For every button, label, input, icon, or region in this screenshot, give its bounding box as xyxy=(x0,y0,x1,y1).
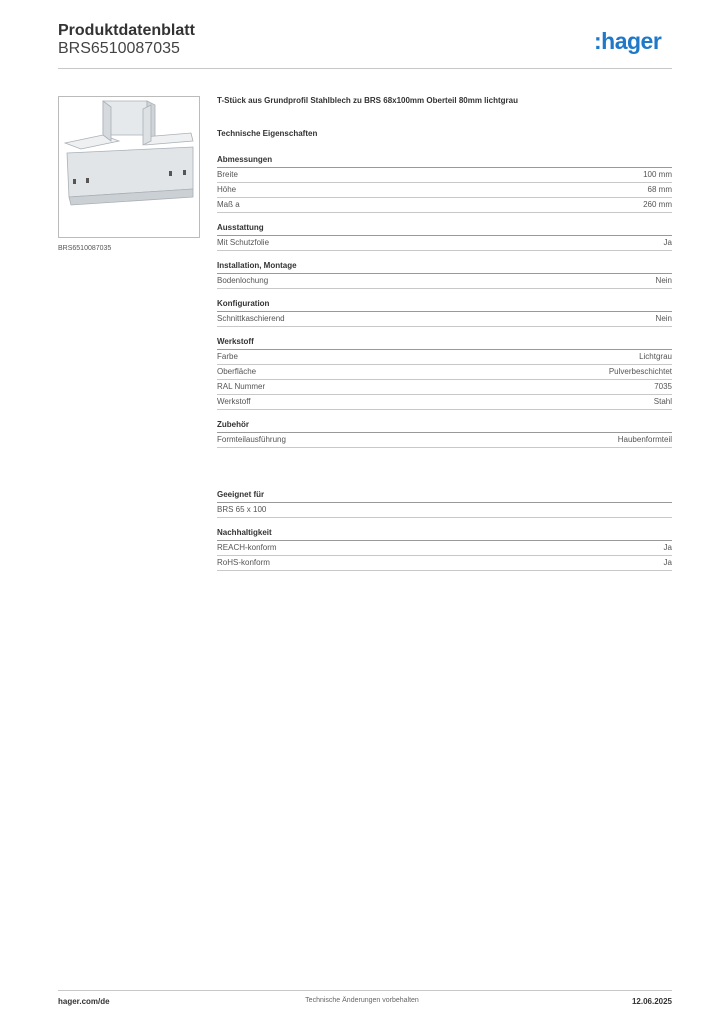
row-value: Ja xyxy=(663,558,672,567)
footer-note: Technische Änderungen vorbehalten xyxy=(305,997,419,1004)
footer-divider xyxy=(58,990,672,991)
section-sustainability xyxy=(217,528,672,571)
section-abmessungen xyxy=(217,155,672,213)
table-row xyxy=(217,395,672,410)
row-label: REACH-konform xyxy=(217,543,277,552)
table-row xyxy=(217,183,672,198)
main-content xyxy=(217,96,672,581)
section-installation-montage xyxy=(217,261,672,289)
tech-properties-heading: Technische Eigenschaften xyxy=(217,129,318,138)
row-value: Nein xyxy=(655,276,672,285)
table-row xyxy=(217,380,672,395)
table-row xyxy=(217,274,672,289)
product-description: T-Stück aus Grundprofil Stahlblech zu BRS 68x100mm Oberteil 80mm lichtgrau xyxy=(217,96,518,105)
table-row xyxy=(217,350,672,365)
page-title: Produktdatenblatt xyxy=(58,22,195,39)
table-row xyxy=(217,556,672,571)
footer-website-link[interactable]: hager.com/de xyxy=(58,997,110,1006)
row-label: Schnittkaschierend xyxy=(217,314,285,323)
row-value: 68 mm xyxy=(647,185,672,194)
row-label: Mit Schutzfolie xyxy=(217,238,270,247)
section-heading: Abmessungen xyxy=(217,155,672,168)
section-heading: Installation, Montage xyxy=(217,261,672,274)
section-suitable xyxy=(217,490,672,518)
table-row xyxy=(217,433,672,448)
row-value: Stahl xyxy=(653,397,672,406)
header-divider xyxy=(58,68,672,69)
row-value: Pulverbeschichtet xyxy=(608,367,672,376)
row-value: 100 mm xyxy=(643,170,672,179)
row-label: Bodenlochung xyxy=(217,276,269,285)
row-label: RoHS-konform xyxy=(217,558,270,567)
t-piece-illustration xyxy=(59,97,199,237)
row-value: Haubenformteil xyxy=(617,435,672,444)
row-value: 260 mm xyxy=(643,200,672,209)
row-value: Ja xyxy=(663,543,672,552)
section-werkstoff xyxy=(217,337,672,410)
table-row xyxy=(217,198,672,213)
table-row xyxy=(217,365,672,380)
hager-logo: :hager xyxy=(594,28,662,54)
row-label: Breite xyxy=(217,170,238,179)
table-row xyxy=(217,503,672,518)
section-zubehör xyxy=(217,420,672,448)
row-value: 7035 xyxy=(654,382,672,391)
section-heading: Konfiguration xyxy=(217,299,672,312)
table-row xyxy=(217,168,672,183)
section-heading: Ausstattung xyxy=(217,223,672,236)
section-heading: Werkstoff xyxy=(217,337,672,350)
table-row xyxy=(217,312,672,327)
row-value: Ja xyxy=(663,238,672,247)
row-label: Formteilausführung xyxy=(217,435,286,444)
row-label: RAL Nummer xyxy=(217,382,266,391)
row-value: Lichtgrau xyxy=(639,352,672,361)
image-caption: BRS6510087035 xyxy=(58,245,112,252)
row-label: Farbe xyxy=(217,352,238,361)
section-ausstattung xyxy=(217,223,672,251)
product-number: BRS6510087035 xyxy=(58,40,180,57)
section-heading: Zubehör xyxy=(217,420,672,433)
table-row xyxy=(217,236,672,251)
product-image xyxy=(58,96,200,238)
section-konfiguration xyxy=(217,299,672,327)
sections xyxy=(217,155,672,448)
section-heading: Nachhaltigkeit xyxy=(217,528,672,541)
table-row xyxy=(217,541,672,556)
row-label: Höhe xyxy=(217,185,237,194)
row-label: Maß a xyxy=(217,200,240,209)
row-label: Oberfläche xyxy=(217,367,257,376)
logo-text: hager xyxy=(601,28,662,54)
footer-date: 12.06.2025 xyxy=(631,997,672,1006)
section-heading: Geeignet für xyxy=(217,490,672,503)
row-label: BRS 65 x 100 xyxy=(217,505,267,514)
row-label: Werkstoff xyxy=(217,397,251,406)
section-gap xyxy=(217,458,672,490)
row-value: Nein xyxy=(655,314,672,323)
